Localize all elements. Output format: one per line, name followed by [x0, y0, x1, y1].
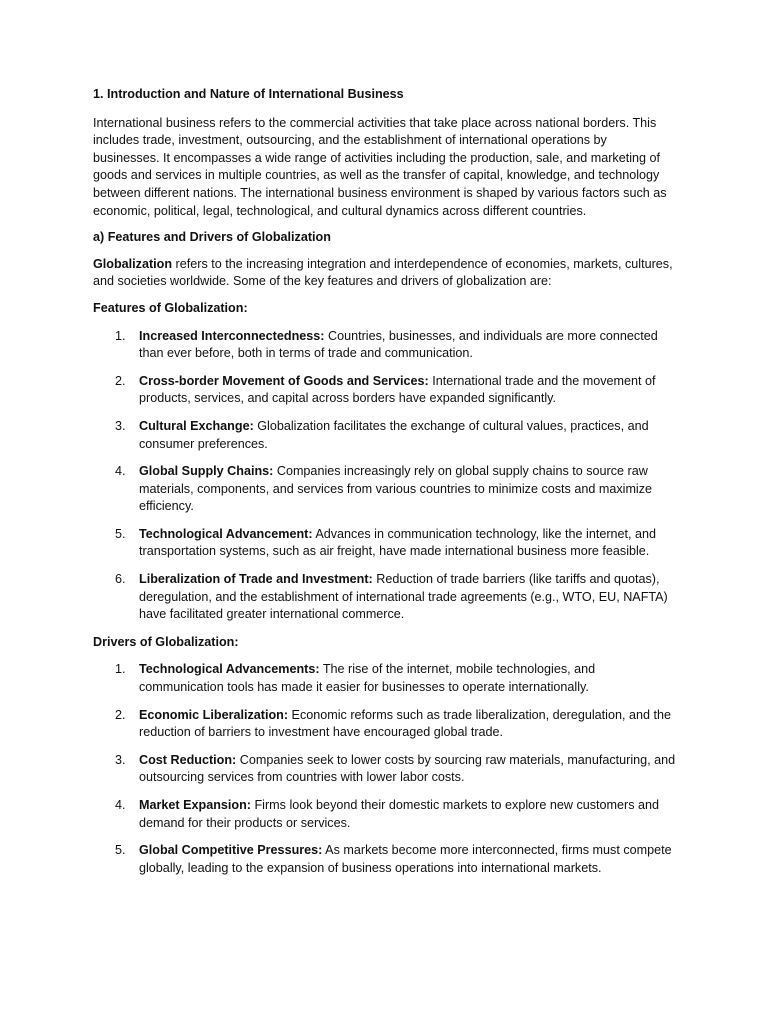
item-number: 6. — [115, 572, 126, 587]
list-item — [93, 707, 676, 742]
item-term: Global Competitive Pressures: — [139, 843, 323, 858]
item-term: Technological Advancement: — [139, 526, 313, 541]
list-item — [93, 418, 676, 453]
list-item — [93, 526, 676, 561]
features-list — [93, 328, 676, 624]
item-text: Globalization facilitates the exchange of cultural values, practices, and consumer preferences. — [139, 418, 649, 451]
item-text: Companies increasingly rely on global supply chains to source raw materials, components, and services from various countries to minimize costs and maximize efficiency. — [139, 464, 653, 514]
item-number: 3. — [115, 418, 126, 433]
item-term: Cultural Exchange: — [139, 418, 254, 433]
list-item — [93, 571, 676, 624]
globalization-text: refers to the increasing integration and interdependence of economies, markets, cultures, and societies worldwide. Some of the key features and drivers of globalization are: — [93, 256, 673, 289]
item-term: Economic Liberalization: — [139, 707, 289, 722]
item-number: 2. — [115, 373, 126, 388]
section-heading: 1. Introduction and Nature of International Business — [93, 87, 404, 101]
item-term: Liberalization of Trade and Investment: — [139, 572, 373, 587]
item-number: 5. — [115, 526, 126, 541]
item-number: 4. — [115, 464, 126, 479]
item-text: Firms look beyond their domestic markets to explore new customers and demand for their products or services. — [139, 798, 660, 830]
item-text: As markets become more interconnected, firms must compete globally, leading to the expansion of business operations into international markets. — [139, 843, 672, 875]
item-term: Cross-border Movement of Goods and Services: — [139, 373, 429, 388]
list-item — [93, 373, 676, 408]
subsection-heading: a) Features and Drivers of Globalization — [93, 230, 331, 245]
item-term: Global Supply Chains: — [139, 464, 274, 479]
item-text: Reduction of trade barriers (like tariffs and quotas), deregulation, and the establishment of international trade agreements (e.g., WTO, EU, NAFTA) have facilitated greater international commerce. — [139, 572, 668, 622]
item-term: Technological Advancements: — [139, 662, 320, 677]
item-number: 2. — [115, 707, 126, 722]
globalization-term: Globalization — [93, 256, 173, 271]
item-text: Advances in communication technology, like the internet, and transportation systems, such as air freight, have made international business more feasible. — [139, 526, 657, 559]
item-term: Market Expansion: — [139, 798, 251, 812]
item-text: Companies seek to lower costs by sourcing raw materials, manufacturing, and outsourcing services from countries with lower labor costs. — [139, 752, 676, 785]
list-item — [93, 328, 676, 363]
item-text: Economic reforms such as trade liberalization, deregulation, and the reduction of barriers to investment have encouraged global trade. — [139, 707, 671, 740]
drivers-list — [93, 661, 676, 877]
item-number: 1. — [115, 328, 126, 343]
item-term: Increased Interconnectedness: — [139, 328, 325, 343]
features-heading: Features of Globalization: — [93, 300, 248, 315]
list-item — [93, 797, 676, 832]
item-text: The rise of the internet, mobile technologies, and communication tools has made it easier for businesses to operate internationally. — [139, 662, 596, 695]
item-number: 4. — [115, 798, 126, 812]
drivers-heading: Drivers of Globalization: — [93, 634, 239, 649]
list-item — [93, 661, 676, 696]
item-text: Countries, businesses, and individuals are more connected than ever before, both in terms of trade and communication. — [139, 328, 658, 361]
item-number: 1. — [115, 662, 126, 677]
list-item — [93, 842, 676, 877]
item-number: 5. — [115, 843, 126, 858]
intro-paragraph: International business refers to the commercial activities that take place across national borders. This includes trade, investment, outsourcing, and the establishment of international operations by businesses. It encompasses a wide range of activities including the production, sale, and marketing of goods and services in multiple countries, as well as the transfer of capital, knowledge, and technology between different nations. The international business environment is shaped by various factors such as economic, political, legal, technological, and cultural dynamics across different countries. — [93, 115, 667, 218]
list-item — [93, 752, 676, 787]
list-item — [93, 463, 676, 516]
item-number: 3. — [115, 752, 126, 767]
item-text: International trade and the movement of products, services, and capital across borders have expanded significantly. — [139, 373, 656, 406]
globalization-definition — [93, 256, 676, 291]
item-term: Cost Reduction: — [139, 752, 237, 767]
